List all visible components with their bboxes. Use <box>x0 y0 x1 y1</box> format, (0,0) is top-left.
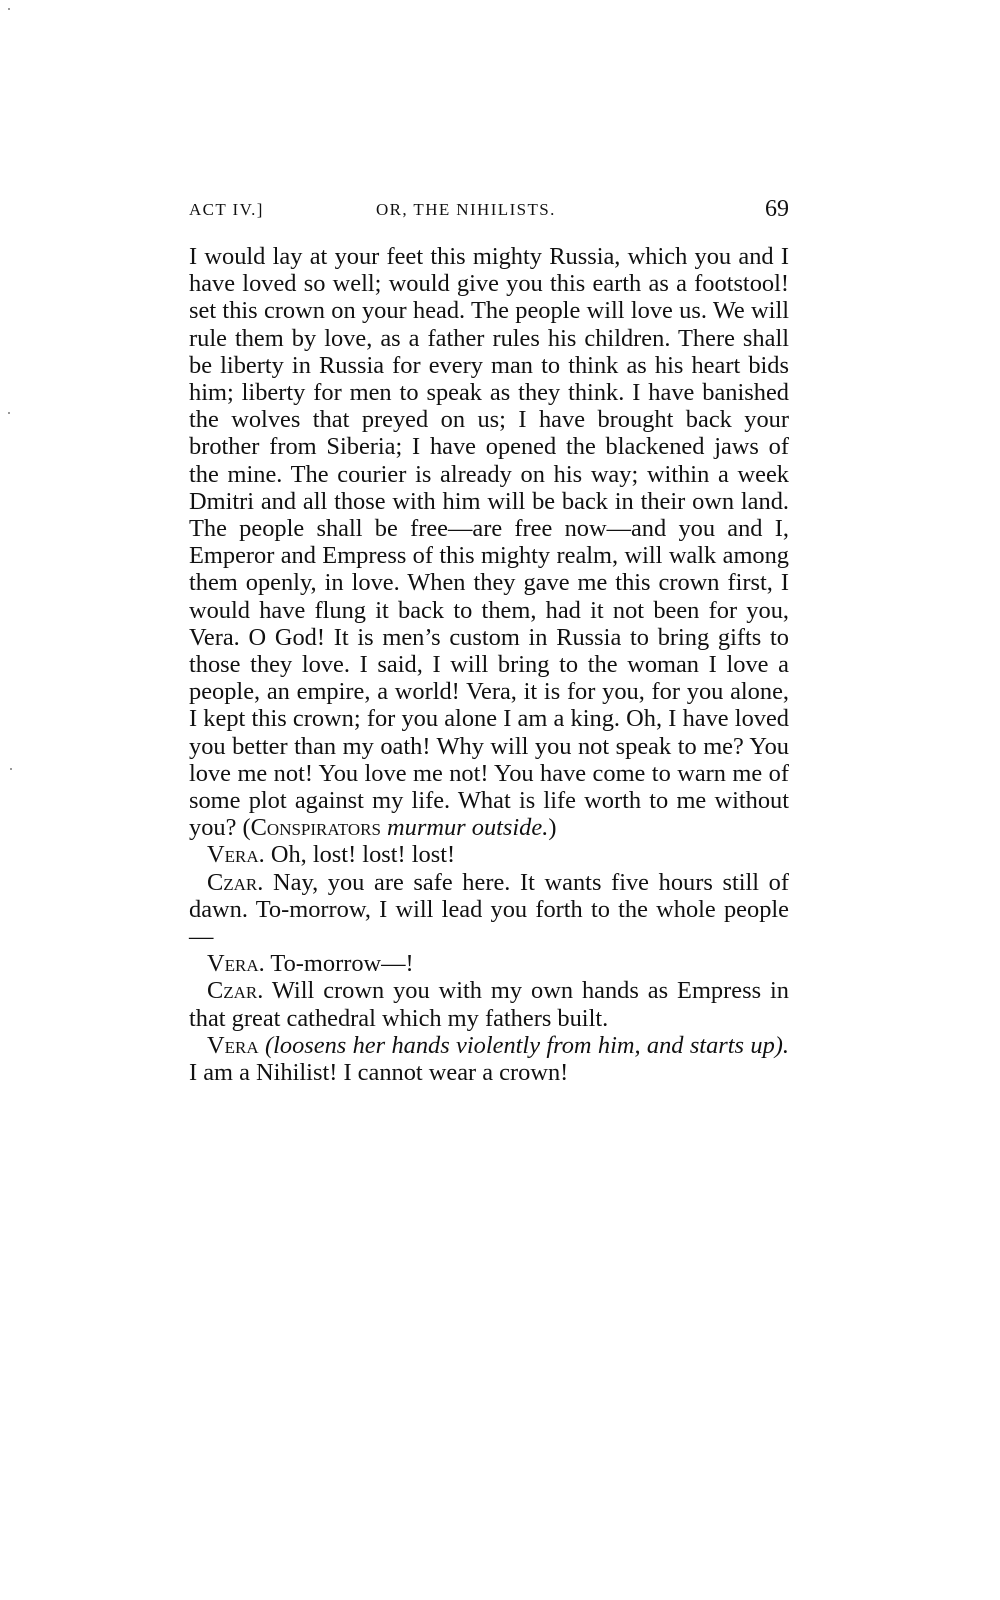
running-head <box>189 196 789 226</box>
act-label: ACT IV.] <box>189 200 264 219</box>
dialogue-line <box>189 869 789 951</box>
stage-direction: (loosens her hands violently from him, and starts up). <box>264 1031 789 1059</box>
line-text: Will crown you with my own hands as Empress in that great cathedral which my fathers built. <box>189 977 789 1032</box>
scan-speck <box>8 412 10 414</box>
speaker-name: Czar. <box>207 868 264 896</box>
dialogue-line <box>189 1032 789 1086</box>
speaker-name: Vera. <box>207 841 265 869</box>
dialogue-line <box>189 950 789 977</box>
line-text: Oh, lost! lost! lost! <box>270 841 456 869</box>
stage-direction-speaker: Conspirators <box>250 814 381 842</box>
page-number: 69 <box>765 196 789 222</box>
speaker-name: Czar. <box>207 977 264 1005</box>
line-text: To-morrow—! <box>270 950 414 978</box>
stage-direction-close: ) <box>548 814 557 842</box>
line-text: Nay, you are safe here. It wants five hours still of dawn. To-morrow, I will lead you forth to the whole people— <box>189 868 789 951</box>
line-text: I am a Nihilist! I cannot wear a crown! <box>189 1059 569 1087</box>
speaker-name: Vera <box>207 1031 259 1059</box>
czar-speech-paragraph <box>189 243 789 841</box>
scan-speck <box>8 8 10 10</box>
speaker-name: Vera. <box>207 950 265 978</box>
stage-direction-text: murmur outside. <box>387 814 549 842</box>
stage-direction-open: ( <box>242 814 251 842</box>
dialogue-line <box>189 841 789 868</box>
text-body <box>189 243 789 1086</box>
czar-speech-text: I would lay at your feet this mighty Russia, which you and I have loved so well; would give you this earth as a footstool! set this crown on your head. The people will love us. We will rule them by love, as a father rules his children. There shall be liberty in Russia for every man to think as his heart bids him; liberty for men to speak as they think. I have banished the wolves that preyed on us; I have brought back your brother from Siberia; I have opened the blackened jaws of the mine. The courier is already on his way; within a week Dmitri and all those with him will be back in their own land. The people shall be free—are free now—and you and I, Emperor and Empress of this mighty realm, will walk among them openly, in love. When they gave me this crown first, I would have flung it back to them, had it not been for you, Vera. O God! It is men’s custom in Russia to bring gifts to those they love. I said, I will bring to the woman I love a people, an empire, a world! Vera, it is for you, for you alone, I kept this crown; for you alone I am a king. Oh, I have loved you better than my oath! Why will you not speak to me? You love me not! You love me not! You have come to warn me of some plot against my life. What is life worth to me without you? <box>189 243 789 842</box>
dialogue-line <box>189 977 789 1031</box>
book-title-header: OR, THE NIHILISTS. <box>376 200 556 219</box>
scan-speck <box>10 768 12 770</box>
